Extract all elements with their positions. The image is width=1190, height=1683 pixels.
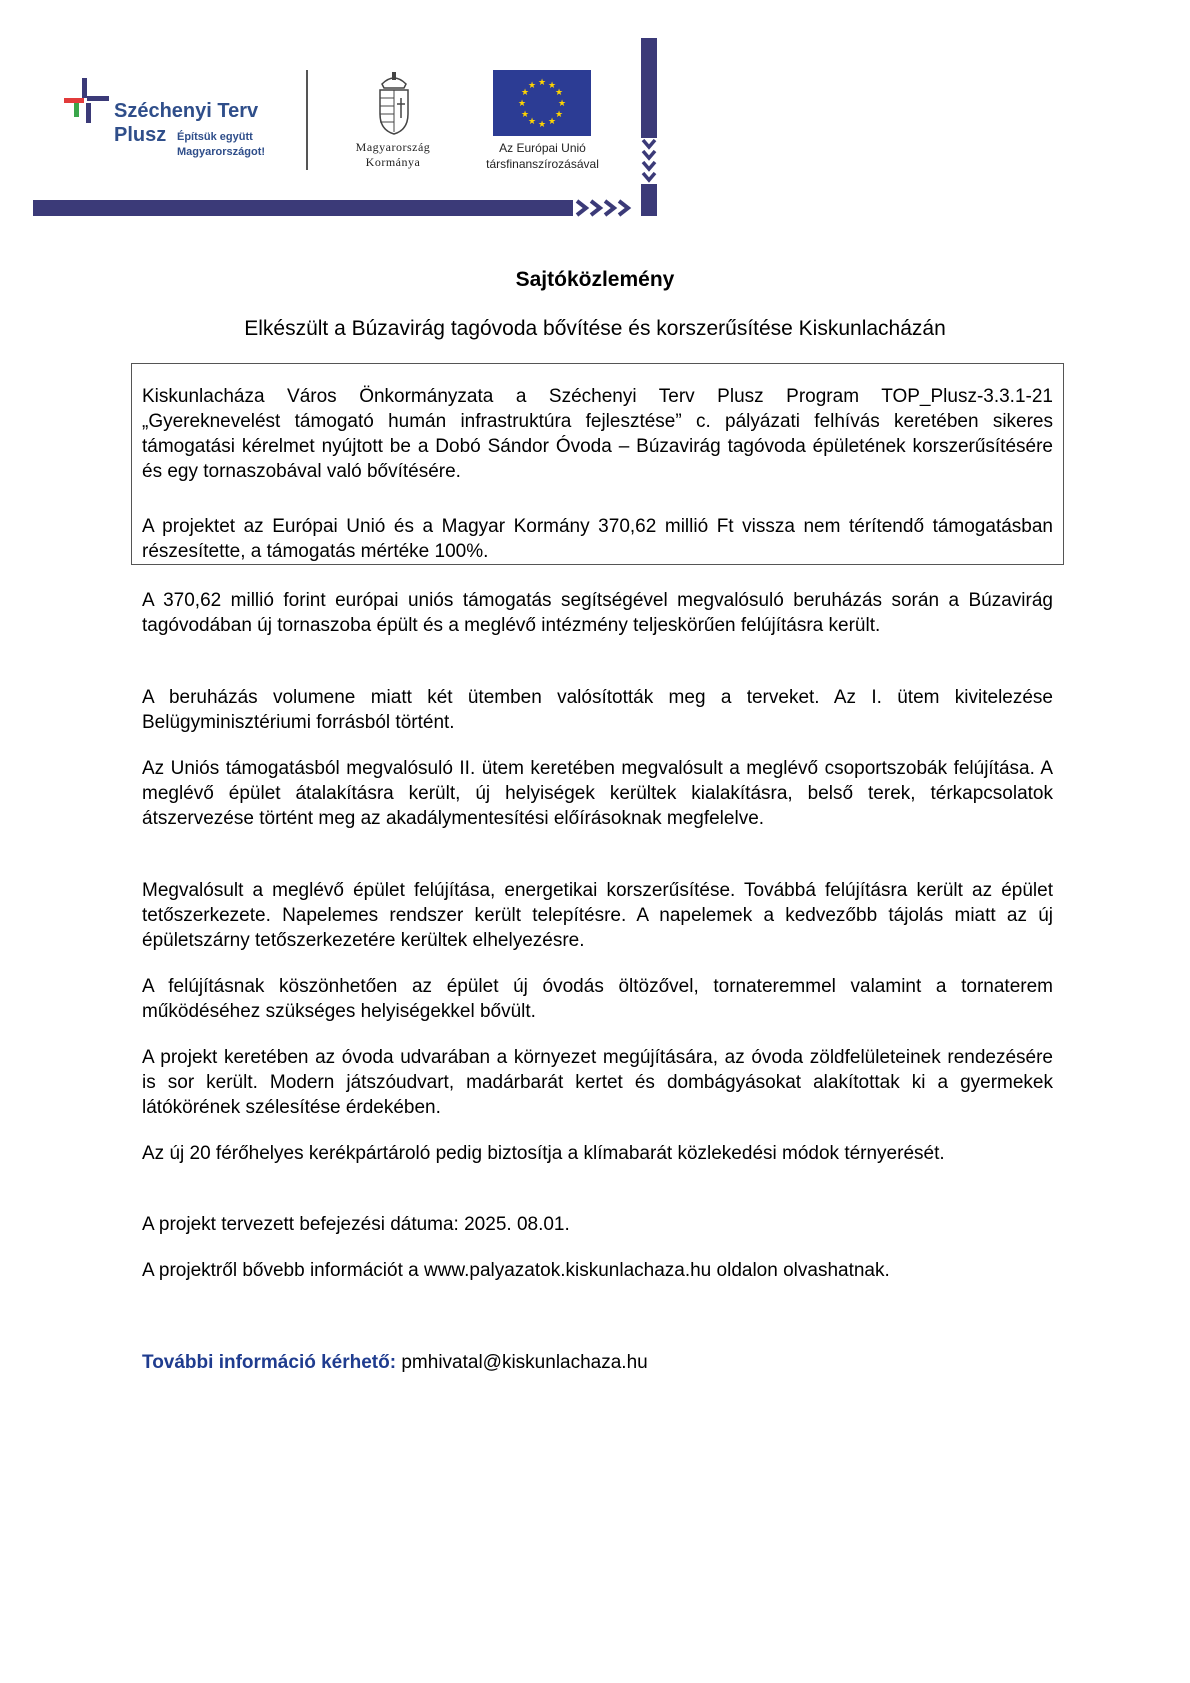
contact-email[interactable]: pmhivatal@kiskunlachaza.hu [401,1352,648,1373]
szechenyi-plus: Plusz [114,124,167,146]
szechenyi-name: Széchenyi Terv [114,100,259,122]
contact-label: További információ kérhető: [142,1352,397,1373]
contact-line [142,1350,648,1375]
body-paragraph-2: A beruházás volumene miatt két ütemben valósították meg a terveket. Az I. ütem kivitelezése Belügyminisztériumi forrásból történt. [142,687,1053,733]
szechenyi-slogan [177,130,265,160]
body-paragraph-1: A 370,62 millió forint európai uniós támogatás segítségével megvalósuló beruházás során a Búzavirág tagóvodában új tornaszoba épült és a meglévő intézmény teljeskörűen felújításra került. [142,590,1053,636]
svg-text:★: ★ [527,117,537,127]
box-paragraph-1: Kiskunlacháza Város Önkormányzata a Széchenyi Terv Plusz Program TOP_Plusz-3.3.1-21 „Gyereknevelést támogató humán infrastruktúra fejlesztése” c. pályázati felhívás keretében sikeres támogatási kérelmet nyújtott be a Dobó Sándor Óvoda – Búzavirág tagóvoda épületének korszerűsítésére és egy tornaszobával való bővítésére. [142,386,1053,482]
box-paragraph-2: A projektet az Európai Unió és a Magyar Kormány 370,62 millió Ft vissza nem térítendő támogatásban részesítette, a támogatás mértéke 100%. [142,516,1053,562]
svg-text:★: ★ [554,88,564,98]
svg-text:★: ★ [520,88,530,98]
kormany-label [338,140,448,170]
coat-of-arms-icon [374,70,414,136]
svg-text:★: ★ [537,120,547,130]
chevron-right-icon [575,198,637,218]
banner-bottom-bar [33,200,573,216]
szechenyi-cross-icon [64,78,112,126]
body-paragraph-6: A projekt keretében az óvoda udvarában a környezet megújítására, az óvoda zöldfelületeinek rendezésére is sor került. Modern játszóudvart, madárbarát kertet és dombágyásokat alakítottak ki a gyermekek látókörének szélesítése érdekében. [142,1047,1053,1118]
eu-line-2: társfinanszírozásával [486,157,599,171]
kormany-line-2: Kormánya [365,155,421,169]
svg-text:★: ★ [517,99,527,109]
eu-stars-icon [493,70,591,136]
slogan-line-1: Építsük együtt [177,131,253,143]
document-subtitle: Elkészült a Búzavirág tagóvoda bővítése és korszerűsítése Kiskunlacházán [244,317,946,340]
document-title: Sajtóközlemény [515,268,675,291]
svg-text:★: ★ [527,81,537,91]
svg-text:★: ★ [554,110,564,120]
eu-label [470,140,615,172]
body-paragraph-8: A projekt tervezett befejezési dátuma: 2025. 08.01. [142,1214,570,1235]
body-paragraph-9: A projektről bővebb információt a www.palyazatok.kiskunlachaza.hu oldalon olvashatnak. [142,1260,890,1281]
logo-divider [306,70,308,170]
svg-text:★: ★ [557,99,567,109]
chevron-down-icon [640,138,658,184]
eu-line-1: Az Európai Unió [499,141,586,155]
body-paragraph-5: A felújításnak köszönhetően az épület új óvodás öltözővel, tornateremmel valamint a tornaterem működéséhez szükséges helyiségekkel bővült. [142,976,1053,1022]
svg-text:★: ★ [547,81,557,91]
banner-right-bar [641,38,657,216]
svg-text:★: ★ [547,117,557,127]
slogan-line-2: Magyarországot! [177,146,266,158]
svg-text:★: ★ [537,78,547,88]
body-paragraph-3: Az Uniós támogatásból megvalósuló II. ütem keretében megvalósult a meglévő csoportszobák felújítása. A meglévő épület átalakításra került, új helyiségek kerültek kialakításra, belső terek, térkapcsolatok átszervezése történt meg az akadálymentesítési előírásoknak megfelelve. [142,758,1053,829]
header-banner [0,0,1190,220]
eu-flag [493,70,591,136]
body-paragraph-4: Megvalósult a meglévő épület felújítása, energetikai korszerűsítése. Továbbá felújításra került az épület tetőszerkezete. Napelemes rendszer került telepítésre. A napelemek a kedvezőbb tájolás miatt az új épületszárny tetőszerkezetére kerültek elhelyezésre. [142,880,1053,951]
svg-text:★: ★ [520,110,530,120]
body-paragraph-7: Az új 20 férőhelyes kerékpártároló pedig biztosítja a klímabarát közlekedési módok térnyerését. [142,1143,945,1164]
kormany-line-1: Magyarország [355,140,431,154]
